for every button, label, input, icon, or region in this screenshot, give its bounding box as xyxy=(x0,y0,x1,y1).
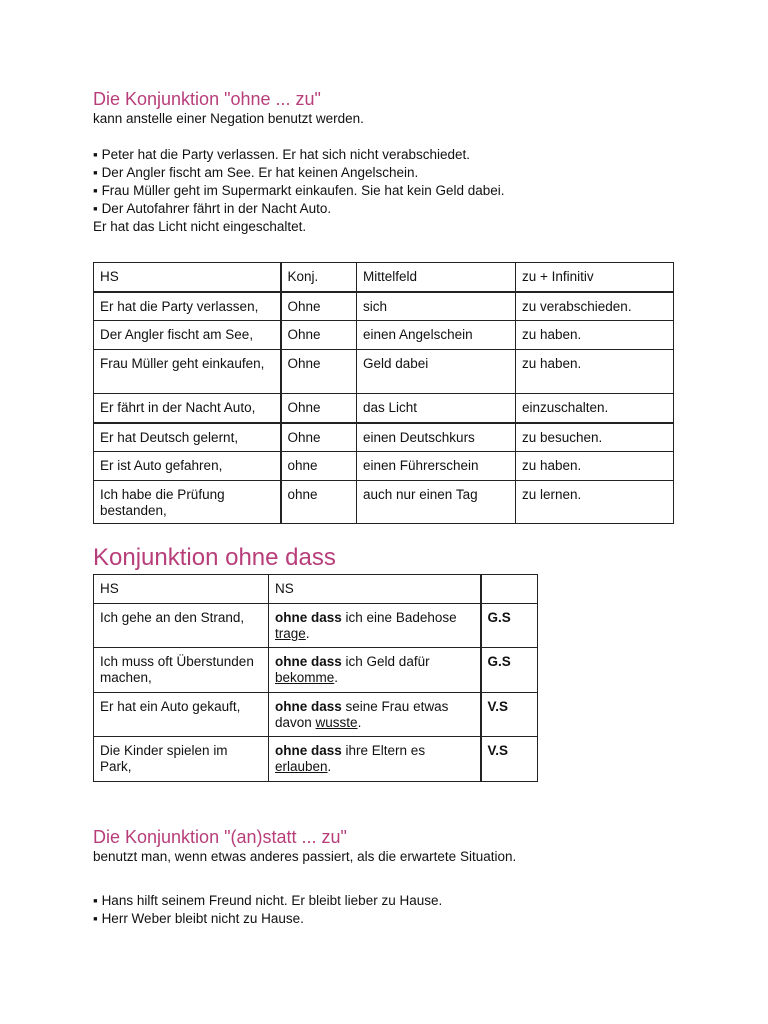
table-cell: zu haben. xyxy=(516,452,674,481)
sentence-type-tag: V.S xyxy=(481,737,538,782)
table-cell: Er ist Auto gefahren, xyxy=(94,452,281,481)
table-cell: Ohne xyxy=(281,423,357,452)
table-cell: Ich muss oft Überstunden machen, xyxy=(94,648,269,693)
bullet-icon: ▪ xyxy=(93,911,98,926)
table-cell: zu lernen. xyxy=(516,481,674,524)
header-cell: Konj. xyxy=(281,263,357,292)
table-row xyxy=(94,693,538,737)
example-item-continued: Er hat das Licht nicht eingeschaltet. xyxy=(93,219,307,234)
header-cell: HS xyxy=(94,263,281,292)
bullet-icon: ▪ xyxy=(93,183,98,198)
section-title-anstatt-zu: Die Konjunktion "(an)statt ... zu" xyxy=(93,827,347,847)
table-cell: zu haben. xyxy=(516,321,674,350)
table-cell: Geld dabei xyxy=(357,350,516,394)
table-cell: zu verabschieden. xyxy=(516,292,674,321)
example-item: ▪ Peter hat die Party verlassen. Er hat sich nicht verabschiedet. xyxy=(93,147,470,162)
conjunction-text: ohne dass xyxy=(275,743,342,758)
bullet-icon: ▪ xyxy=(93,147,98,162)
table-cell: ohne xyxy=(281,481,357,524)
table-cell: Er fährt in der Nacht Auto, xyxy=(94,394,281,423)
section-title-ohne-zu: Die Konjunktion "ohne ... zu" xyxy=(93,89,321,109)
table-cell: Er hat Deutsch gelernt, xyxy=(94,423,281,452)
header-cell: Mittelfeld xyxy=(357,263,516,292)
header-cell: HS xyxy=(94,575,269,604)
header-cell: NS xyxy=(269,575,481,604)
table-cell: Frau Müller geht einkaufen, xyxy=(94,350,281,394)
table-cell: Ohne xyxy=(281,321,357,350)
example-item: ▪ Herr Weber bleibt nicht zu Hause. xyxy=(93,911,304,926)
table-cell: Die Kinder spielen im Park, xyxy=(94,737,269,782)
example-list-anstatt-zu xyxy=(93,892,442,928)
verb-text: trage xyxy=(275,626,306,641)
table-cell: ohne dass ich eine Badehose trage. xyxy=(269,604,481,648)
table-row xyxy=(94,604,538,648)
table-cell: ohne dass ihre Eltern es erlauben. xyxy=(269,737,481,782)
ohne-zu-table xyxy=(93,262,674,524)
table-row xyxy=(94,321,674,350)
table-row xyxy=(94,350,674,394)
table-row xyxy=(94,423,674,452)
table-cell: Ich habe die Prüfung bestanden, xyxy=(94,481,281,524)
table-cell: einen Angelschein xyxy=(357,321,516,350)
table-header-row xyxy=(94,263,674,292)
table-cell: Ohne xyxy=(281,292,357,321)
conjunction-text: ohne dass xyxy=(275,654,342,669)
verb-text: bekomme xyxy=(275,670,335,685)
bullet-icon: ▪ xyxy=(93,893,98,908)
table-row xyxy=(94,481,674,524)
example-item: ▪ Der Angler fischt am See. Er hat keinen Angelschein. xyxy=(93,165,419,180)
example-item: ▪ Der Autofahrer fährt in der Nacht Auto. xyxy=(93,201,332,216)
header-cell xyxy=(481,575,538,604)
section-subtitle-ohne-zu: kann anstelle einer Negation benutzt werden. xyxy=(93,111,364,126)
table-cell: ohne dass ich Geld dafür bekomme. xyxy=(269,648,481,693)
table-cell: zu besuchen. xyxy=(516,423,674,452)
table-cell: Er hat ein Auto gekauft, xyxy=(94,693,269,737)
sentence-type-tag: G.S xyxy=(481,604,538,648)
example-item: ▪ Hans hilft seinem Freund nicht. Er bleibt lieber zu Hause. xyxy=(93,893,443,908)
section-subtitle-anstatt-zu: benutzt man, wenn etwas anderes passiert, als die erwartete Situation. xyxy=(93,849,517,864)
table-cell: einzuschalten. xyxy=(516,394,674,423)
table-cell: ohne dass seine Frau etwas davon wusste. xyxy=(269,693,481,737)
table-cell: einen Deutschkurs xyxy=(357,423,516,452)
table-cell: ohne xyxy=(281,452,357,481)
sentence-type-tag: G.S xyxy=(481,648,538,693)
table-cell: zu haben. xyxy=(516,350,674,394)
table-cell: Ich gehe an den Strand, xyxy=(94,604,269,648)
table-row xyxy=(94,452,674,481)
table-row xyxy=(94,394,674,423)
table-row xyxy=(94,648,538,693)
example-item: ▪ Frau Müller geht im Supermarkt einkaufen. Sie hat kein Geld dabei. xyxy=(93,183,505,198)
verb-text: erlauben xyxy=(275,759,328,774)
conjunction-text: ohne dass xyxy=(275,699,342,714)
table-cell: Der Angler fischt am See, xyxy=(94,321,281,350)
conjunction-text: ohne dass xyxy=(275,610,342,625)
table-cell: auch nur einen Tag xyxy=(357,481,516,524)
ohne-dass-table xyxy=(93,574,538,782)
table-header-row xyxy=(94,575,538,604)
table-cell: das Licht xyxy=(357,394,516,423)
example-list-ohne-zu xyxy=(93,146,505,236)
bullet-icon: ▪ xyxy=(93,165,98,180)
section-title-ohne-dass: Konjunktion ohne dass xyxy=(93,544,336,571)
verb-text: wusste xyxy=(315,715,358,730)
table-row xyxy=(94,292,674,321)
table-cell: Ohne xyxy=(281,350,357,394)
bullet-icon: ▪ xyxy=(93,201,98,216)
table-cell: Ohne xyxy=(281,394,357,423)
sentence-type-tag: V.S xyxy=(481,693,538,737)
table-cell: Er hat die Party verlassen, xyxy=(94,292,281,321)
header-cell: zu + Infinitiv xyxy=(516,263,674,292)
table-cell: sich xyxy=(357,292,516,321)
table-row xyxy=(94,737,538,782)
table-cell: einen Führerschein xyxy=(357,452,516,481)
